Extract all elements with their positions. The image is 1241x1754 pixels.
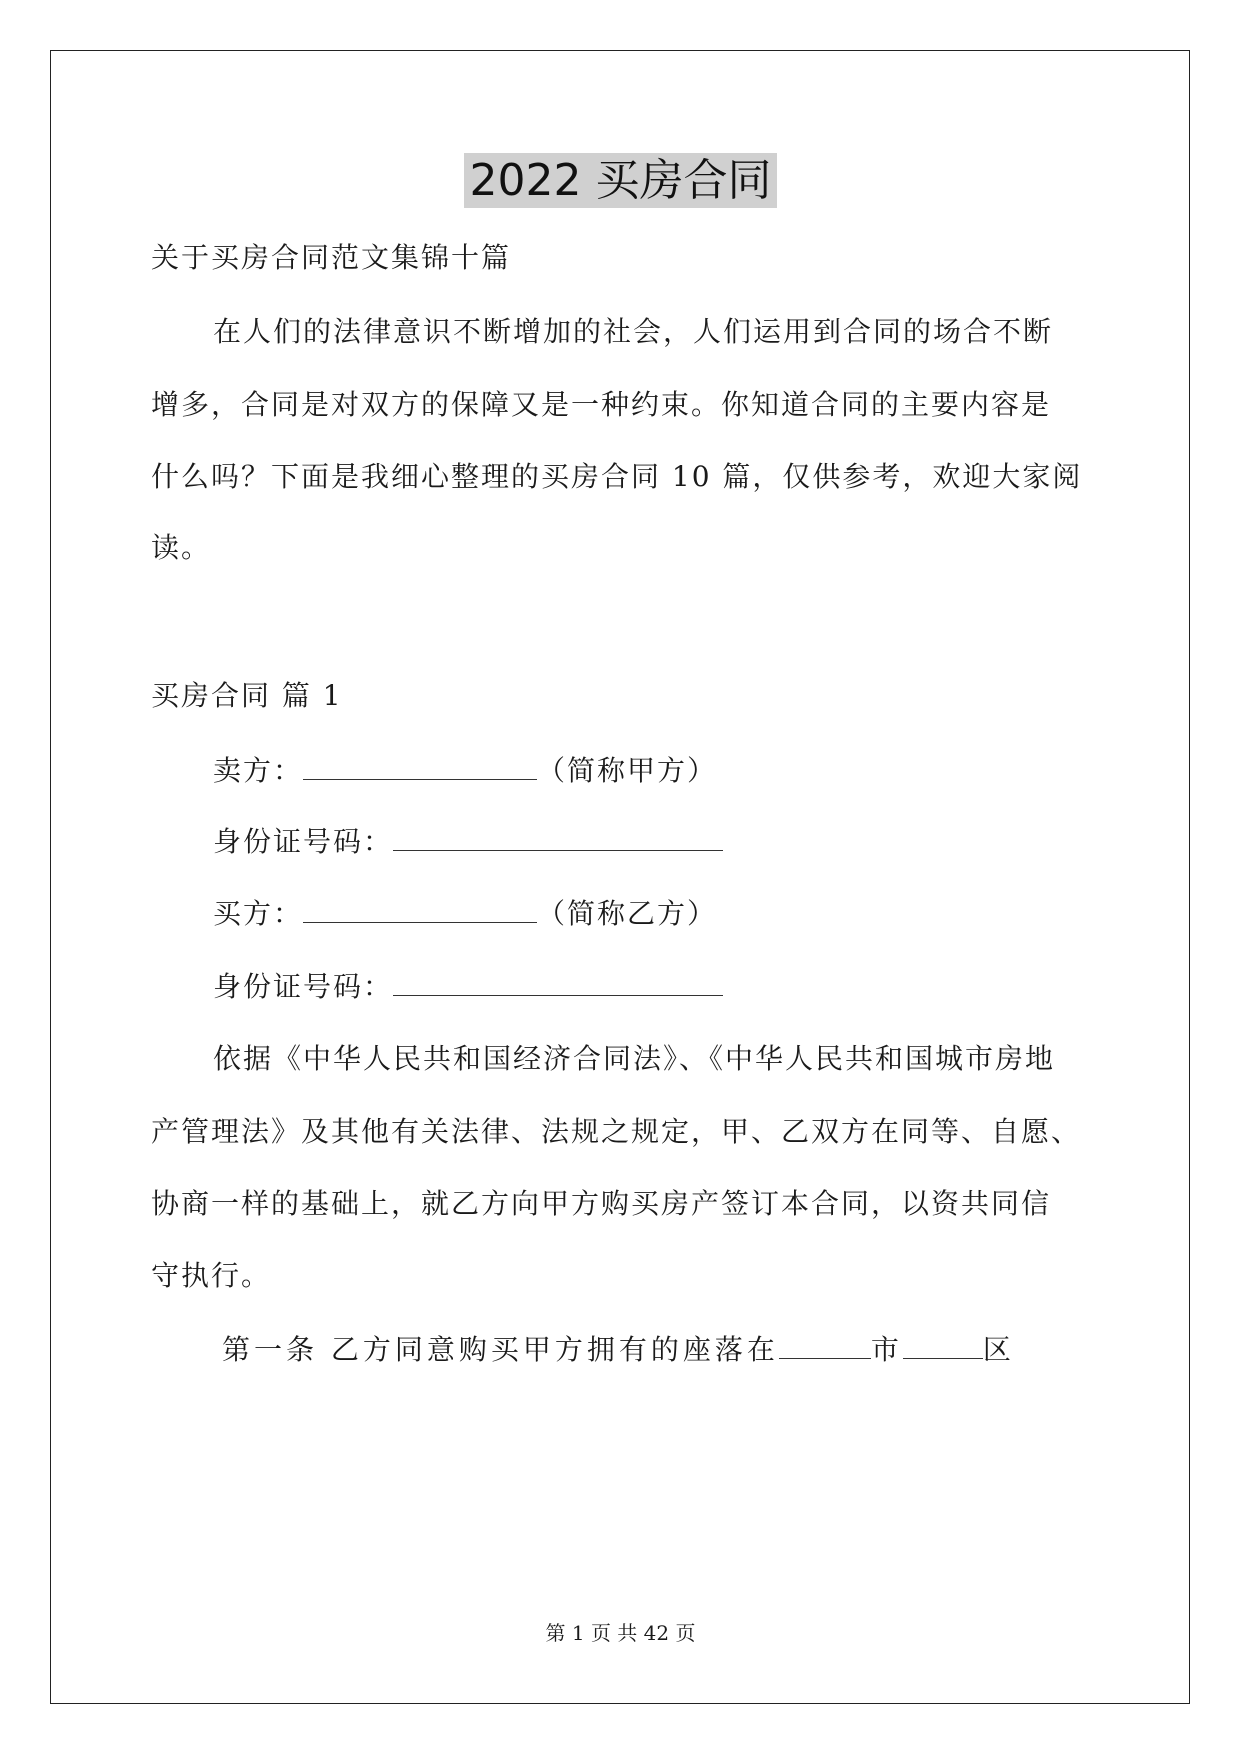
intro-line-4: 读。	[151, 531, 212, 564]
article-1-city: 市	[870, 1333, 903, 1366]
intro-line-3: 什么吗？下面是我细心整理的买房合同 10 篇，仅供参考，欢迎大家阅	[151, 460, 1083, 493]
buyer-row	[213, 894, 717, 934]
intro-line-2: 增多，合同是对双方的保障又是一种约束。你知道合同的主要内容是	[151, 388, 1052, 421]
seller-id-label: 身份证号码：	[213, 825, 394, 858]
seller-id-blank	[393, 822, 723, 851]
page-border	[50, 50, 1190, 1704]
document-title: 2022 买房合同	[464, 153, 778, 208]
basis-line-2: 产管理法》及其他有关法律、法规之规定，甲、乙双方在同等、自愿、	[151, 1115, 1082, 1148]
article-1-line	[222, 1330, 1015, 1370]
seller-row	[213, 751, 717, 791]
basis-line-1: 依据《中华人民共和国经济合同法》、《中华人民共和国城市房地	[213, 1042, 1056, 1075]
buyer-blank	[303, 894, 537, 923]
subtitle: 关于买房合同范文集锦十篇	[151, 241, 512, 274]
city-blank	[779, 1330, 871, 1359]
seller-id-row	[213, 822, 723, 862]
basis-line-3: 协商一样的基础上，就乙方向甲方购买房产签订本合同，以资共同信	[151, 1187, 1052, 1220]
district-blank	[903, 1330, 983, 1359]
page-footer: 第 1 页 共 42 页	[545, 1621, 696, 1645]
article-1-prefix: 第一条 乙方同意购买甲方拥有的座落在	[222, 1333, 779, 1366]
document-title-wrap	[0, 153, 1241, 209]
buyer-label: 买方：	[213, 897, 304, 930]
buyer-suffix: （简称乙方）	[537, 897, 718, 930]
article-1-district: 区	[982, 1333, 1015, 1366]
buyer-id-row	[213, 967, 723, 1007]
intro-line-1: 在人们的法律意识不断增加的社会，人们运用到合同的场合不断	[213, 315, 1054, 348]
basis-line-4: 守执行。	[151, 1259, 272, 1292]
buyer-id-label: 身份证号码：	[213, 970, 394, 1003]
seller-blank	[303, 751, 537, 780]
seller-label: 卖方：	[213, 754, 304, 787]
buyer-id-blank	[393, 967, 723, 996]
seller-suffix: （简称甲方）	[537, 754, 718, 787]
section-heading: 买房合同 篇 1	[151, 679, 343, 712]
